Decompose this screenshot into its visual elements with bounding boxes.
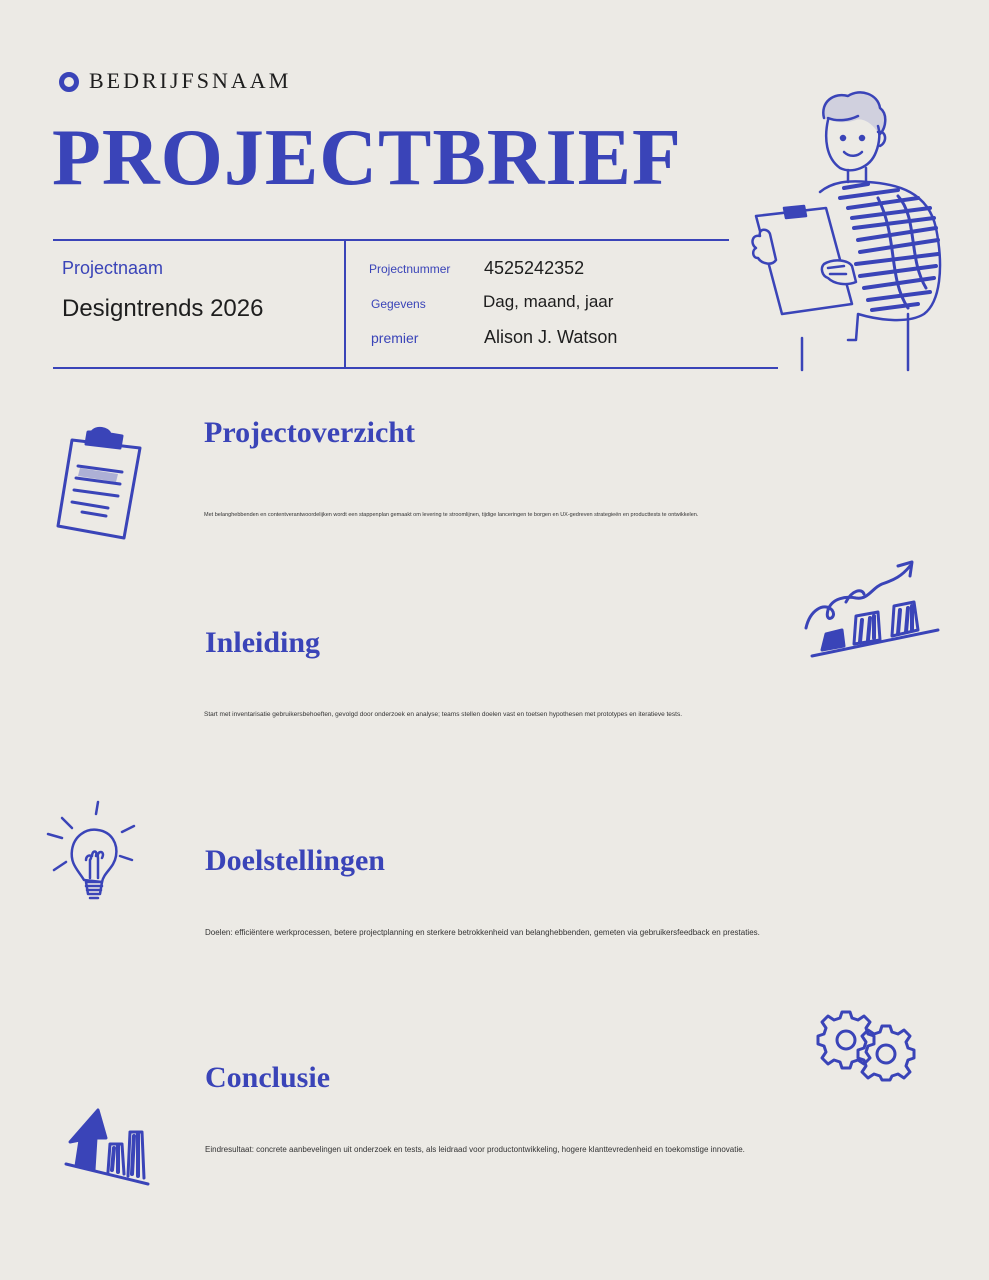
- section-text-overview: Met belanghebbenden en contentverantwoordelijken wordt een stappenplan gemaakt om levering te stroomlijnen, tijdige lanceringen te borgen en UX-gedreven strategieën en producttests te ontwikkelen.: [204, 512, 699, 518]
- logo-circle-icon: [59, 72, 79, 92]
- page-title: PROJECTBRIEF: [52, 114, 682, 202]
- project-number-label: Projectnummer: [369, 262, 451, 276]
- date-label: Gegevens: [371, 297, 426, 311]
- project-number-value: 4525242352: [484, 258, 585, 278]
- section-heading-introduction: Inleiding: [205, 626, 321, 659]
- section-heading-conclusion: Conclusie: [205, 1061, 331, 1094]
- growth-chart-icon: [802, 558, 942, 660]
- info-divider: [344, 240, 346, 368]
- lightbulb-icon: [44, 800, 138, 906]
- section-heading-overview: Projectoverzicht: [204, 416, 415, 449]
- section-heading-goals: Doelstellingen: [205, 844, 385, 877]
- gears-icon: [816, 1008, 920, 1080]
- person-with-clipboard-icon: [748, 88, 948, 373]
- info-bottom-rule: [53, 367, 778, 369]
- section-text-goals: Doelen: efficiëntere werkprocessen, betere projectplanning en sterkere betrokkenheid van belanghebbenden, gemeten via gebruikersfeedback en prestaties.: [205, 928, 760, 937]
- lead-label: premier: [371, 330, 419, 346]
- section-text-conclusion: Eindresultaat: concrete aanbevelingen uit onderzoek en tests, als leidraad voor productontwikkeling, hogere klanttevredenheid en toekomstige innovatie.: [205, 1145, 745, 1154]
- project-name-value: Designtrends 2026: [62, 295, 264, 322]
- section-text-introduction: Start met inventarisatie gebruikersbehoeften, gevolgd door onderzoek en analyse; teams stellen doelen vast en toetsen hypothesen met prototypes en iteratieve tests.: [204, 711, 683, 718]
- lead-value: Alison J. Watson: [484, 327, 618, 347]
- company-name: BEDRIJFSNAAM: [89, 68, 292, 93]
- clipboard-icon: [52, 426, 146, 544]
- date-value: Dag, maand, jaar: [483, 292, 614, 311]
- rising-bar-chart-icon: [62, 1104, 152, 1188]
- project-name-label: Projectnaam: [62, 258, 164, 278]
- info-top-rule: [53, 239, 729, 241]
